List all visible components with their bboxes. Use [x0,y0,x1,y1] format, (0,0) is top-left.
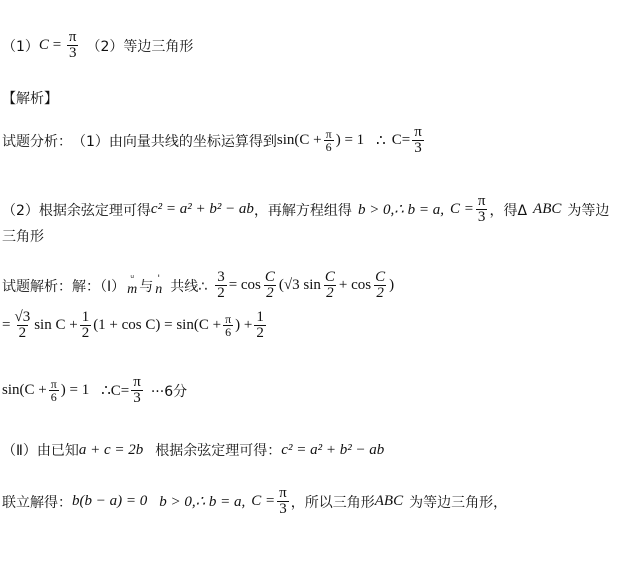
fraction-denominator: 2 [256,325,264,341]
vector-n [155,275,162,296]
row3-fraction-pi6 [49,378,59,403]
fraction-numerator: π [133,374,141,390]
solution-final [2,486,507,517]
final-text: 联立解得： [2,494,72,511]
eq1-fraction-c2 [263,270,277,301]
analysis-step1-text: （1）由向量共线的坐标运算得到 [72,133,277,150]
analysis-step1 [2,125,426,156]
part2-formula: a + c = 2b [78,441,144,458]
vector-m-letter: m [127,282,138,297]
fraction-denominator: 2 [326,285,334,301]
analysis-step1-formula-pre: sin(C + [276,132,322,148]
fraction-numerator: π [279,485,287,501]
row3-post: ) = 1 [60,382,90,398]
fraction-denominator: 3 [477,209,486,225]
answer-part2-label: （2） [86,38,124,55]
analysis-step2-wrap [2,226,44,246]
analysis-label: 试题分析： [2,133,72,150]
row3-pre: sin(C + [2,382,47,398]
vector-n-letter: n [155,282,163,297]
fraction-denominator: 2 [217,285,225,301]
answer-part1-var: C [38,37,49,53]
row3-score: ···6分 [150,383,188,400]
analysis-step2-text-b: ，再解方程组得 [253,202,352,219]
answer-part2-text: 等边三角形 [123,38,194,55]
fraction-denominator: 3 [414,140,422,156]
fraction-numerator: π [225,312,232,326]
equals-sign: = [48,37,65,53]
row2-fraction-pi6 [223,313,233,338]
solution-label: 试题解析：解：（Ⅰ） [2,278,126,295]
solution-row3 [2,375,187,406]
fraction-denominator: 6 [225,325,232,339]
solution-part1 [2,270,394,301]
fraction-numerator: 1 [256,309,264,325]
final-formula1: b(b − a) = 0 [72,493,148,509]
fraction-numerator: C [324,269,335,285]
solution-collinear: 共线∴ [170,278,208,295]
analysis-step2-text-d: 为等边 [567,202,610,219]
fraction-numerator: √3 [14,309,31,325]
solution-with: 与 [139,278,154,295]
analysis-step1-fraction [324,128,334,153]
analysis-step2-text-c: ，得Δ [489,202,528,219]
fraction-denominator: 2 [81,325,90,341]
row2-mid: (1 + cos C) = sin(C + [93,317,222,333]
fraction-denominator: 2 [18,325,27,341]
analysis-step1-formula-post: ) = 1 [335,132,365,148]
row3-therefore: ∴C= [101,383,130,399]
fraction-numerator: C [264,269,275,285]
fraction-denominator: 3 [68,45,77,61]
eq1-mid: = cos [228,277,261,293]
analysis-step2-fraction [476,194,488,225]
final-c: C = [251,493,276,509]
analysis-step2-wrap-text: 三角形 [2,229,44,245]
analysis-step2 [2,194,609,225]
part2-text-b: 根据余弦定理可得： [155,443,282,459]
fraction-numerator: C [375,269,386,285]
final-formula2: b > 0,∴ b = a, [159,494,246,510]
therefore-symbol: ∴ [376,133,386,149]
eq1-fraction-c2b [323,270,337,301]
analysis-step2-c: C = [449,201,474,217]
eq1-fraction-left [215,270,227,301]
fraction-numerator: π [68,29,77,45]
fraction-numerator: 1 [81,309,90,325]
analysis-header [2,88,58,108]
fraction-denominator: 2 [376,285,384,301]
row2-fraction-half [80,310,92,341]
row3-fraction-pi3 [131,375,143,406]
solution-part2 [2,440,384,460]
fraction-denominator: 6 [325,140,332,154]
part2-formula-b: c² = a² + b² − ab [281,441,385,458]
row2-eq: = [2,317,11,333]
fraction-denominator: 2 [266,285,274,301]
analysis-step2-formula: c² = a² + b² − ab [150,201,254,217]
final-abc: ABC [374,493,404,509]
solution-row2 [2,310,268,341]
row2-close: ) + [235,317,253,333]
eq1-plus: + cos [338,277,372,293]
vector-m [127,275,137,296]
analysis-header-text: 【解析】 [2,91,58,107]
fraction-denominator: 6 [50,390,57,404]
fraction-denominator: 3 [133,390,141,406]
eq1-open: (√3 sin [278,277,321,293]
fraction-numerator: π [325,127,332,141]
answer-line [2,30,193,61]
row2-sinc: sin C + [34,317,78,333]
fraction-numerator: 3 [217,269,225,285]
analysis-c-eq: C= [391,132,411,148]
part2-text: （Ⅱ）由已知 [2,443,79,459]
analysis-step2-abc: ABC [533,201,562,217]
fraction-numerator: π [50,377,57,391]
row2-fraction-sqrt3 [12,310,32,341]
eq1-fraction-c2c [373,270,387,301]
analysis-step2-text-a: （2）根据余弦定理可得 [2,202,151,219]
final-fraction [277,486,289,517]
fraction-numerator: π [414,124,422,140]
analysis-step2-formula2: b > 0,∴ b = a, [357,202,444,218]
row2-fraction-half-b [254,310,266,341]
vector-arrow-icon: ' [157,274,160,284]
analysis-c-fraction [412,125,424,156]
fraction-numerator: π [477,193,486,209]
final-text-b: ，所以三角形 [290,494,375,511]
fraction-denominator: 3 [279,501,287,517]
answer-part1-fraction [67,30,79,61]
vector-arrow-icon: ᵘ [130,274,135,284]
final-text-c: 为等边三角形， [409,494,508,511]
eq1-close: ) [389,277,395,293]
answer-part1-label: （1） [2,38,39,55]
